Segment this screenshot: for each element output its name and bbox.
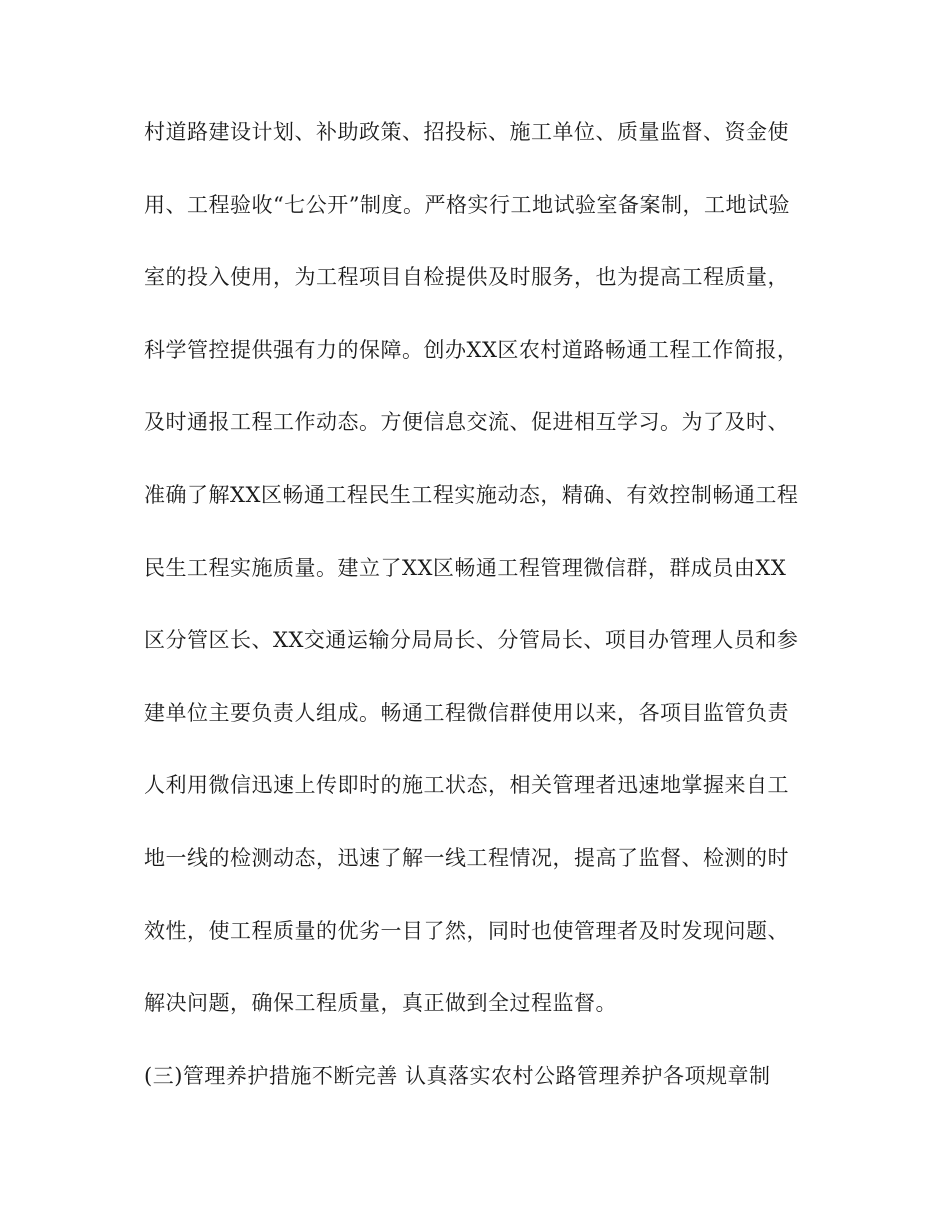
text-line: 民生工程实施质量。建立了XX区畅通工程管理微信群，群成员由XX <box>144 555 787 580</box>
text-line: 效性，使工程质量的优劣一目了然，同时也使管理者及时发现问题、 <box>144 918 789 943</box>
text-line: 地一线的检测动态，迅速了解一线工程情况，提高了监督、检测的时 <box>144 845 789 870</box>
text-line: 人利用微信迅速上传即时的施工状态，相关管理者迅速地掌握来自工 <box>144 773 789 798</box>
text-line: 及时通报工程工作动态。方便信息交流、促进相互学习。为了及时、 <box>144 410 789 435</box>
text-line: 建单位主要负责人组成。畅通工程微信群使用以来，各项目监管负责 <box>144 700 789 725</box>
text-line: 科学管控提供强有力的保障。创办XX区农村道路畅通工程工作简报， <box>144 337 799 362</box>
text-line: 准确了解XX区畅通工程民生工程实施动态，精确、有效控制畅通工程 <box>144 482 799 507</box>
section-heading-line: (三)管理养护措施不断完善 认真落实农村公路管理养护各项规章制 <box>144 1063 771 1088</box>
text-line: 室的投入使用，为工程项目自检提供及时服务，也为提高工程质量， <box>144 265 789 290</box>
text-line: 解决问题，确保工程质量，真正做到全过程监督。 <box>144 991 617 1016</box>
text-line: 区分管区长、XX交通运输分局局长、分管局长、项目办管理人员和参 <box>144 628 799 653</box>
body-text <box>144 122 814 1138</box>
text-line: 村道路建设计划、补助政策、招投标、施工单位、质量监督、资金使 <box>144 120 789 144</box>
text-line: 用、工程验收“七公开”制度。严格实行工地试验室备案制，工地试验 <box>144 192 790 217</box>
